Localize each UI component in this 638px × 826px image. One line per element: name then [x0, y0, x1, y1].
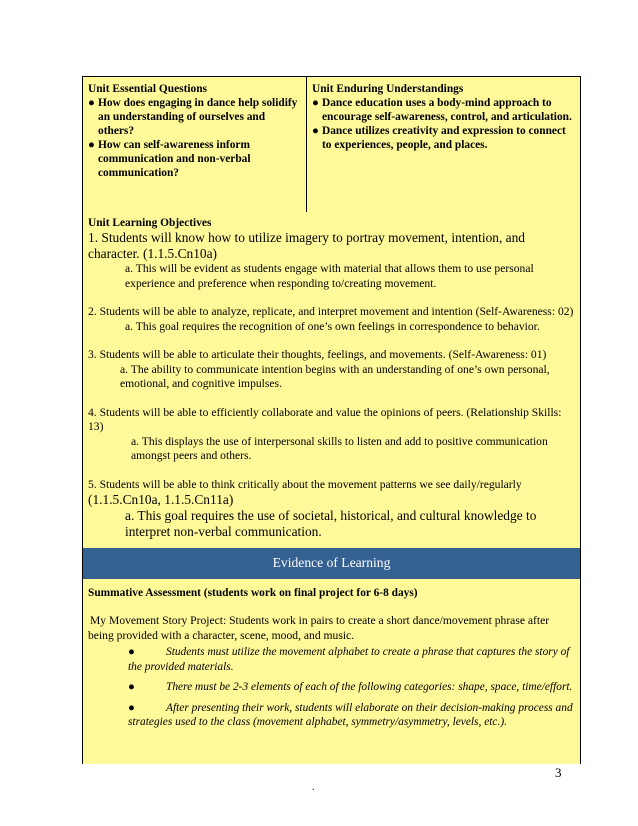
enduring-understandings-list	[312, 96, 575, 152]
list-item: ● Dance utilizes creativity and expression to connect to experiences, people, and places.	[312, 125, 566, 151]
objective-1-detail: a. This will be evident as students engage with material that allows them to use personal experience and preference when responding to/creating movement.	[125, 262, 534, 290]
project-description: My Movement Story Project: Students work in pairs to create a short dance/movement phrase after being provided with a character, scene, mood, and music.	[88, 614, 550, 642]
summative-assessment-cell	[82, 579, 581, 764]
learning-objectives-cell	[82, 212, 581, 549]
unit-questions-row	[82, 76, 581, 213]
bullet-icon: ●	[128, 701, 135, 714]
bullet-icon: ●	[312, 97, 319, 109]
bullet-icon: ●	[128, 681, 135, 693]
objective-5: 5. Students will be able to think critically about the movement patterns we see daily/regularly	[88, 477, 522, 491]
footer-dot: .	[312, 782, 315, 793]
objective-4-detail: a. This displays the use of interpersonal skills to listen and add to positive communication amongst peers and others.	[131, 434, 548, 462]
bullet-icon: ●	[128, 646, 135, 658]
list-item: ● How can self-awareness inform communication and non-verbal communication?	[88, 139, 251, 179]
essential-questions-list	[88, 96, 301, 180]
list-item: ● There must be 2-3 elements of each of the following categories: shape, space, time/effort.	[128, 681, 573, 693]
bullet-icon: ●	[312, 125, 319, 137]
objective-5-standards: (1.1.5.Cn10a, 1.1.5.Cn11a)	[88, 492, 234, 507]
objective-4: 4. Students will be able to efficiently collaborate and value the opinions of peers. (Relationship Skills: 13)	[88, 405, 562, 433]
objective-3-detail: a. The ability to communicate intention begins with an understanding of one’s own personal, emotional, and cognitive impulses.	[120, 362, 550, 390]
bullet-icon: ●	[88, 139, 95, 151]
objective-2: 2. Students will be able to analyze, replicate, and interpret movement and intention (Self-Awareness: 02)	[88, 305, 574, 318]
list-item: ● Dance education uses a body-mind approach to encourage self-awareness, control, and articulation.	[312, 97, 572, 123]
bullet-icon: ●	[88, 97, 95, 109]
learning-objectives-heading: Unit Learning Objectives	[88, 217, 212, 229]
enduring-understandings-cell	[307, 77, 580, 212]
objective-3: 3. Students will be able to articulate their thoughts, feelings, and movements. (Self-Awareness: 01)	[88, 348, 547, 361]
list-item: ● How does engaging in dance help solidify an understanding of ourselves and others?	[88, 97, 298, 137]
objective-5-detail: a. This goal requires the use of societal, historical, and cultural knowledge to interpret non-verbal communication.	[125, 508, 537, 539]
objective-2-detail: a. This goal requires the recognition of one’s own feelings in correspondence to behavior.	[125, 319, 540, 333]
essential-questions-cell	[83, 77, 307, 212]
essential-questions-heading: Unit Essential Questions	[88, 83, 207, 95]
summative-heading: Summative Assessment (students work on final project for 6-8 days)	[88, 587, 418, 599]
list-item: ● Students must utilize the movement alphabet to create a phrase that captures the story of the provided materials.	[128, 646, 570, 673]
objective-1: 1. Students will know how to utilize imagery to portray movement, intention, and character. (1.1.5.Cn10a)	[88, 230, 525, 261]
page-number: 3	[555, 765, 562, 780]
list-item: ● After presenting their work, students will elaborate on their decision-making process and strategies used to the class (movement alphabet, symmetry/asymmetry, levels, etc.).	[128, 701, 573, 728]
evidence-banner: Evidence of Learning	[82, 548, 581, 580]
enduring-understandings-heading: Unit Enduring Understandings	[312, 83, 464, 95]
